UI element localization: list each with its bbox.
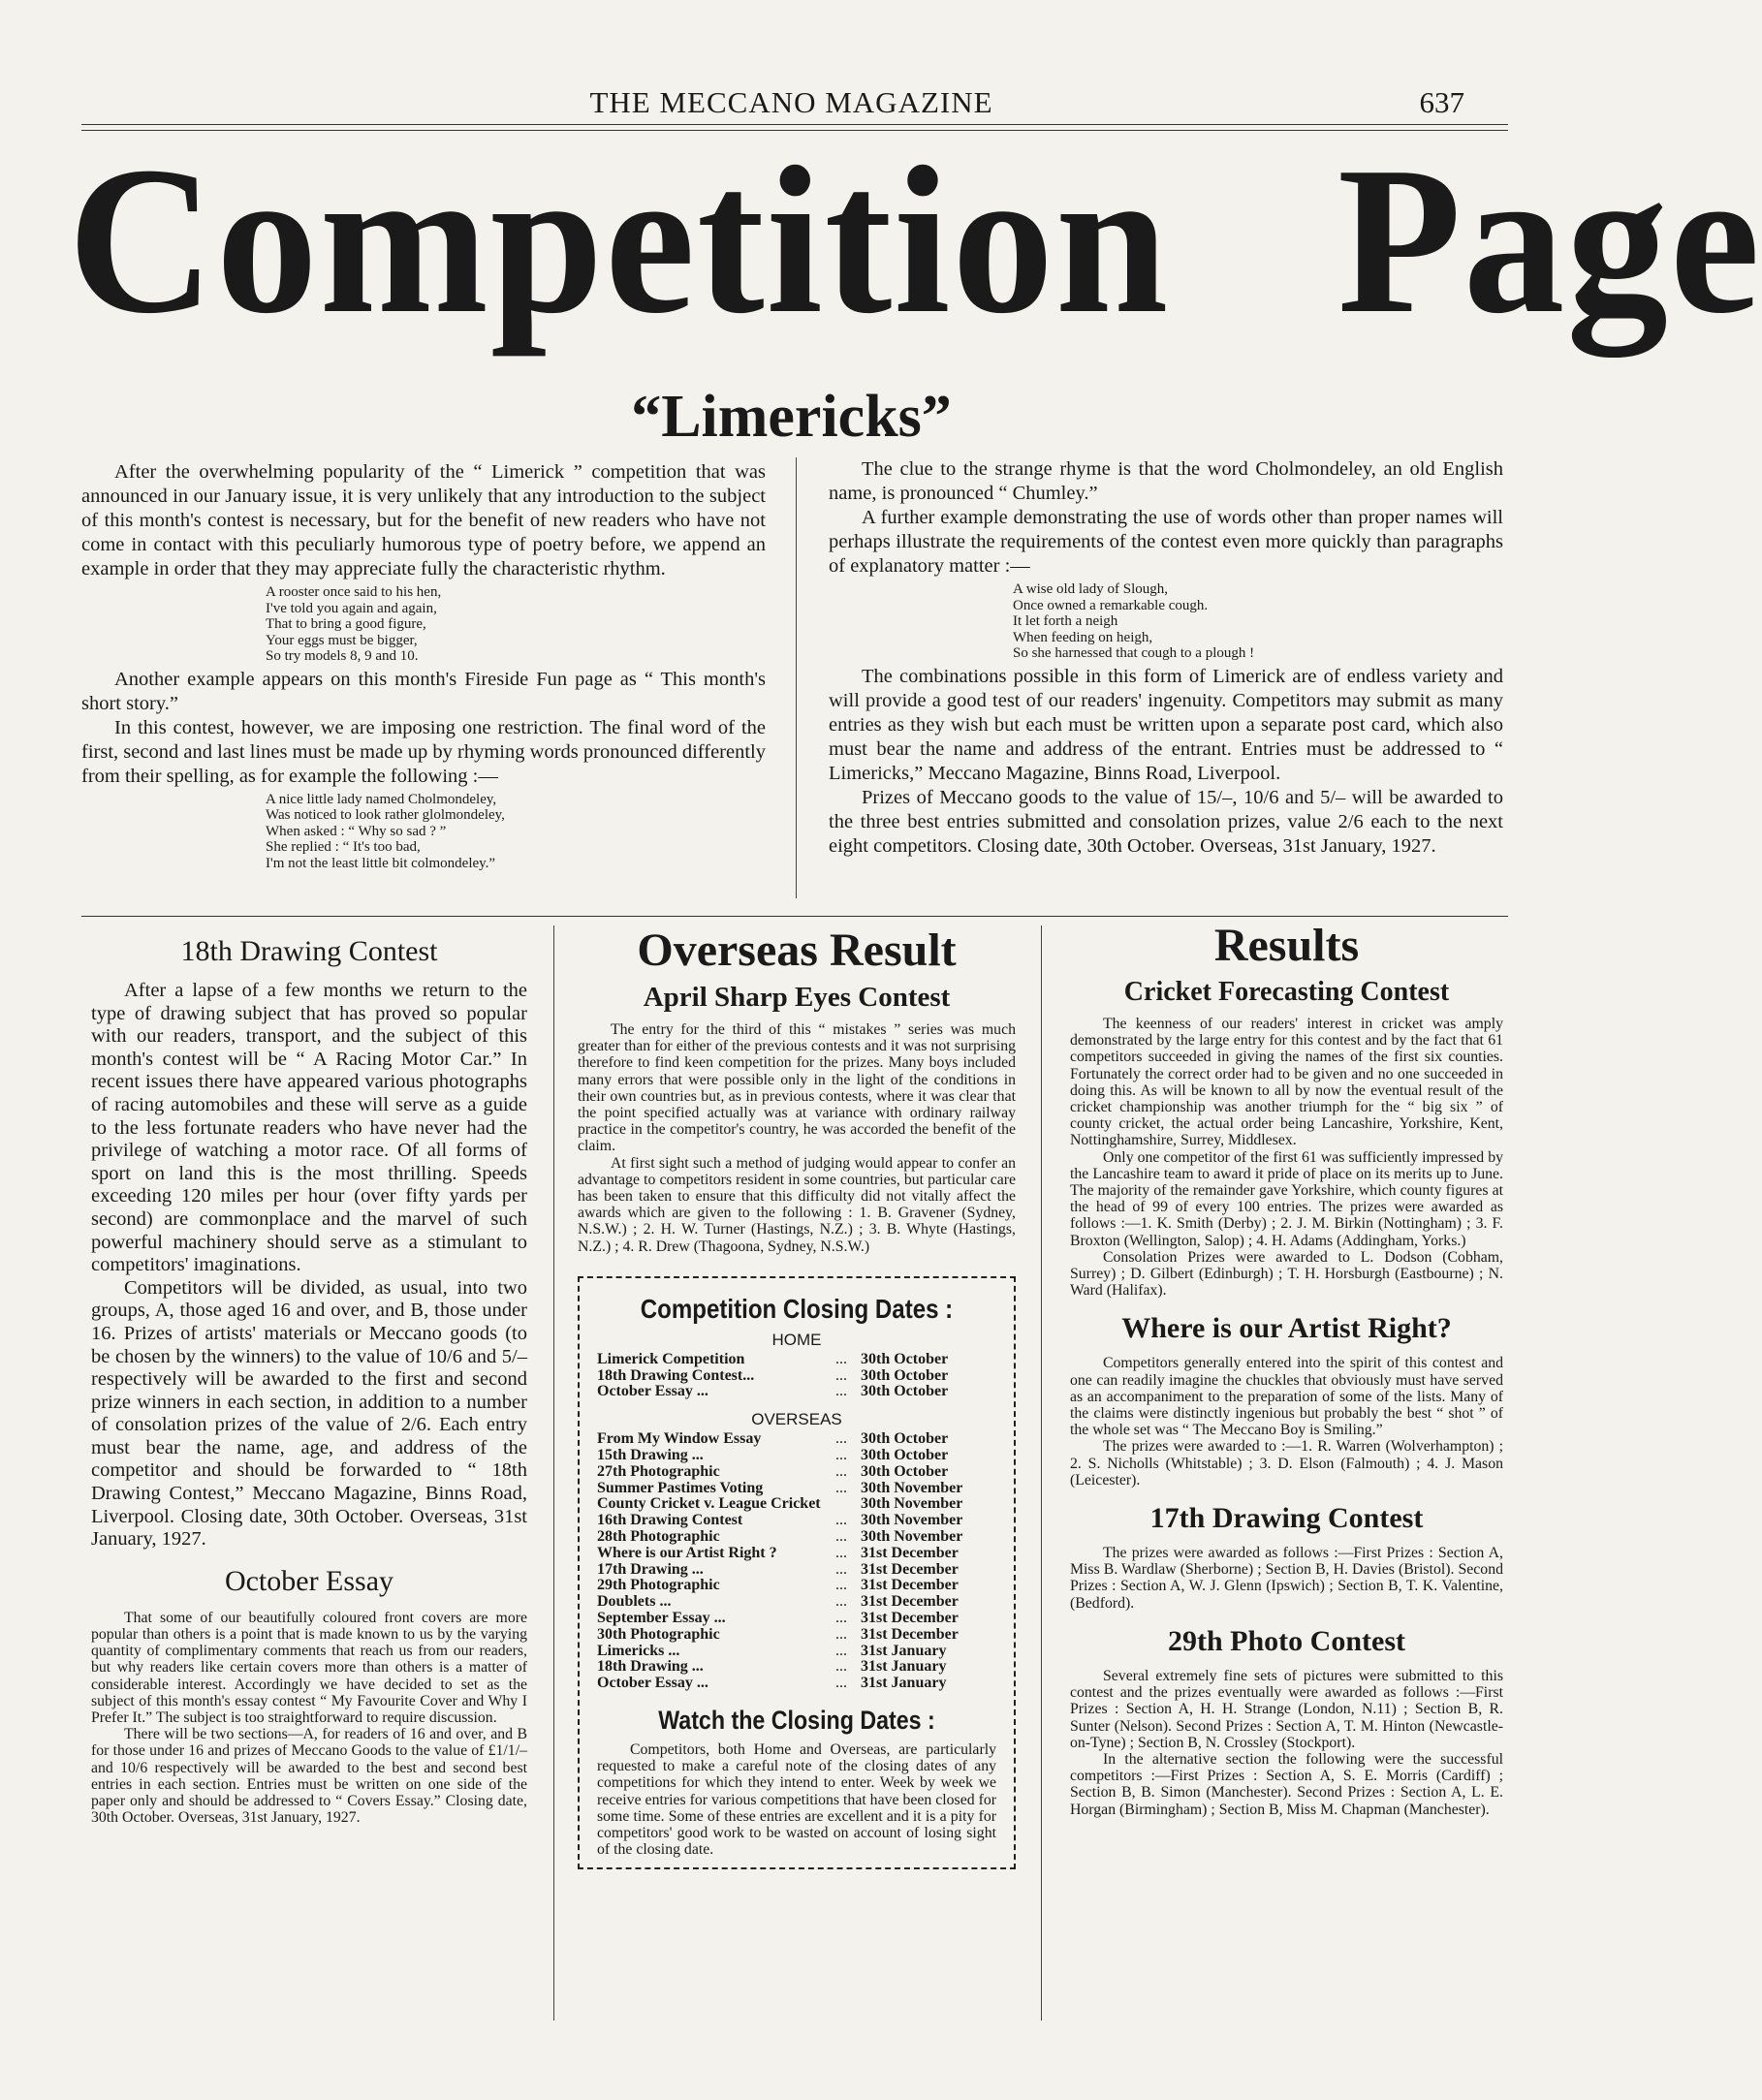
photo-29-title: 29th Photo Contest [1168, 1624, 1405, 1657]
home-closing-table [597, 1352, 996, 1400]
closing-date: 30th October [861, 1447, 949, 1464]
limericks-right-column [829, 457, 1503, 859]
lower-divider-left [553, 925, 554, 2021]
verse-line: Your eggs must be bigger, [266, 632, 418, 648]
closing-dots: ... [835, 1642, 847, 1659]
closing-dots: ... [835, 1528, 847, 1546]
october-essay-para-2: There will be two sections—A, for readers of 16 and over, and B for those under 16 and prizes of Meccano Goods to the value of £1/1/– and 10/6 respectively will be awarded to the best and second best entries in each section. Entries must be written on one side of the paper only and should be addressed to “ Covers Essay.” Closing date, 30th October. Overseas, 31st January, 1927. [91, 1726, 527, 1827]
october-essay-para-1: That some of our beautifully coloured front covers are more popular than others is a point that is made known to us by the varying quantity of complimentary comments that reach us from our readers, but why readers like certain covers more than others is a matter of considerable interest. Accordingly we have decided to set as the subject of this month's essay contest “ My Favourite Cover and Why I Prefer It.” The subject is too straightforward to require discussion. [91, 1609, 527, 1727]
artist-para-1: Competitors generally entered into the spirit of this contest and one can readily imagine the chuckles that obviously must have served as an accompaniment to the preparation of some of the lists. Many of the claims were distinctly ingenious but probably the best “ shot ” of the whole set was “ The Meccano Boy is Smiling.” [1070, 1355, 1503, 1439]
verse-line: When feeding on heigh, [1013, 629, 1153, 645]
verse-line: A rooster once said to his hen, [266, 584, 442, 600]
limericks-right-para-1: The clue to the strange rhyme is that the word Cholmondeley, an old English name, is pronounced “ Chumley.” [829, 458, 1503, 504]
closing-name: 18th Drawing ... [597, 1658, 704, 1676]
cricket-para-3: Consolation Prizes were awarded to L. Dodson (Cobham, Surrey) ; D. Gilbert (Edinburgh) ; T. H. Horsburgh (Eastbourne) ; N. Ward (Halifax). [1070, 1248, 1503, 1300]
closing-dots: ... [835, 1577, 847, 1594]
closing-dates-box [578, 1276, 1016, 1870]
closing-row [597, 1464, 996, 1481]
closing-row [597, 1546, 996, 1562]
closing-name: Where is our Artist Right ? [597, 1544, 777, 1561]
closing-date: 31st December [861, 1610, 959, 1626]
closing-name: 28th Photographic [597, 1528, 720, 1546]
closing-row [597, 1481, 996, 1497]
page-number: 637 [1419, 85, 1464, 119]
closing-date: 31st December [861, 1593, 959, 1611]
closing-name: 30th Photographic [597, 1625, 720, 1643]
cricket-para-2: Only one competitor of the first 61 was sufficiently impressed by the Lancashire team to award it pride of place on its merits up to June. The majority of the remainder gave Yorkshire, which county figures at the head of 99 of every 100 entries. The prizes were awarded as follows :—1. K. Smith (Derby) ; 2. J. M. Birkin (Nottingham) ; 3. F. Broxton (Wellington, Salop) ; 4. H. Adams (Addingham, Yorks.) [1070, 1148, 1503, 1249]
artist-para-2: The prizes were awarded to :—1. R. Warren (Wolverhampton) ; 2. S. Nicholls (Whitstable) ; 3. D. Elson (Falmouth) ; 4. J. Mason (Leicester). [1070, 1438, 1503, 1489]
limericks-para-2: Another example appears on this month's Fireside Fun page as “ This month's short story.” [81, 668, 766, 714]
home-label: HOME [771, 1330, 822, 1349]
closing-dots: ... [835, 1544, 847, 1561]
drawing-17-para: The prizes were awarded as follows :—First Prizes : Section A, Miss B. Wardlaw (Sherborne) ; Section B, H. Davies (Bristol). Second Prizes : Section A, W. J. Glenn (Ipswich) ; Section B, T. K. Valentine, (Bedford). [1070, 1545, 1503, 1612]
closing-name: 16th Drawing Contest [597, 1512, 743, 1529]
limerick-verse-3 [1013, 581, 1503, 662]
closing-dots: ... [835, 1658, 847, 1676]
verse-line: A wise old lady of Slough, [1013, 581, 1168, 597]
closing-date: 31st December [861, 1625, 959, 1643]
verse-line: I'm not the least little bit colmondeley.” [266, 855, 496, 871]
cricket-title: Cricket Forecasting Contest [1123, 977, 1450, 1007]
closing-dots: ... [835, 1462, 847, 1480]
closing-date: 30th October [861, 1383, 949, 1400]
closing-dots: ... [835, 1512, 847, 1529]
page-title [68, 124, 1762, 358]
closing-date: 30th November [861, 1495, 963, 1513]
closing-date: 30th October [861, 1350, 949, 1367]
page-title-word-1: Competition [68, 124, 1171, 358]
photo-29-para-1: Several extremely fine sets of pictures were submitted to this contest and the prizes eventually were awarded as follows :—First Prizes : Section A, H. H. Strange (London, N.11) ; Section B, R. Sunter (Nelson). Second Prizes : Section A, T. M. Hinton (Newcastle-on-Tyne) ; Section B, N. Crossley (Stockport). [1070, 1667, 1503, 1751]
closing-date: 31st December [861, 1577, 959, 1594]
limerick-verse-2 [266, 792, 766, 872]
limericks-para-3: In this contest, however, we are imposing one restriction. The final word of the first, second and last lines must be made up by rhyming words pronounced differently from their spelling, as for example the following :— [81, 716, 766, 787]
sharp-eyes-title: April Sharp Eyes Contest [643, 982, 951, 1013]
closing-date: 30th November [861, 1528, 963, 1546]
closing-date: 31st December [861, 1544, 959, 1561]
closing-dots: ... [835, 1430, 847, 1448]
lower-right-column [1070, 921, 1503, 1818]
closing-date: 31st January [861, 1642, 947, 1659]
closing-row [597, 1594, 996, 1611]
closing-row [597, 1659, 996, 1676]
overseas-result-title: Overseas Result [637, 925, 957, 976]
closing-row [597, 1627, 996, 1644]
closing-name: Doublets ... [597, 1593, 672, 1611]
overseas-para-1: The entry for the third of this “ mistakes ” series was much greater than for either of the previous contests and it was not surprising therefore to find keen competition for the prizes. Many boys included many errors that were possible only in the light of the conditions in their own countries but, as in previous contests, where it was clear that the point specified actually was at variance with ordinary railway practice in the competitor's country, he was accorded the benefit of the claim. [578, 1021, 1016, 1155]
closing-dots: ... [835, 1447, 847, 1464]
closing-row [597, 1578, 996, 1594]
closing-name: Summer Pastimes Voting [597, 1479, 764, 1496]
limericks-right-para-2: A further example demonstrating the use of words other than proper names will perhaps illustrate the requirements of the contest even more quickly than paragraphs of explanatory matter :— [829, 507, 1503, 577]
watch-closing-text: Competitors, both Home and Overseas, are particularly requested to make a careful note of the closing dates of any competitions for which they intend to enter. Week by week we receive entries for various competitions that have been closed for some time. Some of these entries are excellent and it is a pity for competitors' good work to be wasted on account of losing sight of the closing date. [597, 1740, 996, 1859]
closing-row [597, 1368, 996, 1385]
closing-name: From My Window Essay [597, 1430, 762, 1448]
lower-divider-right [1041, 925, 1042, 2021]
closing-dates-title: Competition Closing Dates : [640, 1293, 954, 1324]
drawing-18-title: 18th Drawing Contest [180, 935, 438, 967]
closing-row [597, 1529, 996, 1546]
closing-name: County Cricket v. League Cricket [597, 1495, 821, 1513]
closing-date: 30th October [861, 1462, 949, 1480]
closing-row [597, 1384, 996, 1400]
closing-row [597, 1448, 996, 1464]
overseas-para-2: At first sight such a method of judging would appear to confer an advantage to competitors resident in some countries, but particular care has been taken to ensure that this difficulty did not vitally affect the awards which are given to the following : 1. B. Gravener (Sydney, N.S.W.) ; 2. H. W. Turner (Hastings, N.Z.) ; 3. B. Whyte (Hastings, N.Z.) ; 4. R. Drew (Thagoona, Sydney, N.S.W.) [578, 1154, 1016, 1255]
closing-date: 31st January [861, 1658, 947, 1676]
verse-line: Was noticed to look rather glolmondeley, [266, 807, 505, 823]
closing-name: 29th Photographic [597, 1577, 720, 1594]
limericks-title: “Limericks” [631, 384, 952, 450]
page-title-word-2: Page [1337, 124, 1762, 358]
artist-right-title: Where is our Artist Right? [1121, 1312, 1452, 1345]
closing-dots: ... [835, 1610, 847, 1626]
closing-dots: ... [835, 1625, 847, 1643]
closing-dots: ... [835, 1593, 847, 1611]
limericks-right-para-4: Prizes of Meccano goods to the value of 15/–, 10/6 and 5/– will be awarded to the three best entries submitted and consolation prizes, value 2/6 each to the next eight competitors. Closing date, 30th October. Overseas, 31st January, 1927. [829, 786, 1503, 857]
closing-name: October Essay ... [597, 1675, 708, 1692]
verse-line: A nice little lady named Cholmondeley, [266, 791, 497, 807]
october-essay-title: October Essay [224, 1564, 394, 1597]
closing-dots: ... [835, 1479, 847, 1496]
closing-name: 18th Drawing Contest... [597, 1366, 755, 1384]
closing-dots: ... [835, 1366, 847, 1384]
lower-middle-column [578, 925, 1016, 1869]
overseas-label: OVERSEAS [751, 1410, 842, 1429]
closing-date: 30th November [861, 1479, 963, 1496]
closing-row [597, 1513, 996, 1529]
verse-line: It let forth a neigh [1013, 613, 1118, 629]
closing-name: 15th Drawing ... [597, 1447, 704, 1464]
closing-name: 17th Drawing ... [597, 1560, 704, 1578]
verse-line: When asked : “ Why so sad ? ” [266, 823, 447, 839]
closing-date: 30th November [861, 1512, 963, 1529]
closing-date: 30th October [861, 1366, 949, 1384]
cricket-para-1: The keenness of our readers' interest in cricket was amply demonstrated by the large entry for this contest and by the fact that 61 competitors succeeded in giving the names of the first six counties. Fortunately the correct order had to be given and no one succeeded in doing this. As will be known to all by now the eventual result of the cricket championship was another triumph for the “ big six ” of county cricket, the actual order being Lancashire, Yorkshire, Kent, Nottinghamshire, Surrey, Middlesex. [1070, 1016, 1503, 1149]
closing-name: Limericks ... [597, 1642, 680, 1659]
closing-dots: ... [835, 1560, 847, 1578]
drawing-17-title: 17th Drawing Contest [1149, 1502, 1424, 1535]
verse-line: She replied : “ It's too bad, [266, 839, 421, 855]
verse-line: Once owned a remarkable cough. [1013, 597, 1209, 613]
drawing-18-para-2: Competitors will be divided, as usual, into two groups, A, those aged 16 and over, and B, those under 16. Prizes of artists' materials or Meccano goods (to be chosen by the winners) to the value of 10/6 and 5/– respectively will be awarded to the first and second prize winners in each section, in addition to a number of consolation prizes of the value of 2/6. Each entry must bear the name, age, and address of the competitor and should be forwarded to “ 18th Drawing Contest,” Meccano Magazine, Binns Road, Liverpool. Closing date, 30th October. Overseas, 31st January, 1927. [91, 1276, 527, 1551]
closing-row [597, 1676, 996, 1692]
watch-closing-title: Watch the Closing Dates : [658, 1705, 935, 1735]
running-header-title: THE MECCANO MAGAZINE [589, 85, 993, 119]
limericks-intro: After the overwhelming popularity of the “ Limerick ” competition that was announced in our January issue, it is very unlikely that any introduction to the subject of this month's contest is necessary, but for the benefit of new readers who have not come in contact with this peculiarly humorous type of poetry before, we append an example in order that they may appreciate fully the characteristic rhythm. [81, 461, 766, 580]
limericks-column-divider [796, 457, 797, 898]
limericks-right-para-3: The combinations possible in this form of Limerick are of endless variety and will provide a good test of our readers' ingenuity. Competitors may submit as many entries as they wish but each must be written upon a separate post card, which also must bear the name and address of the entrant. Entries must be addressed to “ Limericks,” Meccano Magazine, Binns Road, Liverpool. [829, 665, 1503, 784]
closing-date: 31st January [861, 1675, 947, 1692]
overseas-closing-table [597, 1431, 996, 1692]
results-title: Results [1213, 920, 1360, 971]
closing-name: September Essay ... [597, 1610, 726, 1626]
closing-row [597, 1496, 996, 1513]
closing-row [597, 1644, 996, 1660]
lower-left-column [91, 935, 527, 1826]
verse-line: So she harnessed that cough to a plough ! [1013, 645, 1255, 661]
verse-line: So try models 8, 9 and 10. [266, 648, 419, 664]
closing-date: 31st December [861, 1560, 959, 1578]
closing-dots [822, 1496, 861, 1513]
verse-line: That to bring a good figure, [266, 616, 426, 632]
closing-row [597, 1611, 996, 1627]
closing-date: 30th October [861, 1430, 949, 1448]
section-rule [81, 916, 1508, 917]
limericks-left-column [81, 460, 766, 874]
closing-dots: ... [835, 1675, 847, 1692]
closing-row [597, 1562, 996, 1579]
drawing-18-para-1: After a lapse of a few months we return to the type of drawing subject that has proved so popular with our readers, transport, and the subject of this month's contest will be “ A Racing Motor Car.” In recent issues there have appeared various photographs of racing automobiles and these will serve as a guide to the less fortunate readers who have never had the privilege of watching a motor race. Of all forms of sport on land this is the most thrilling. Speeds exceeding 120 miles per hour (over fifty yards per second) are commonplace and the marvel of such powerful machinery should serve as a stimulant to competitors' imaginations. [91, 980, 527, 1276]
closing-name: Limerick Competition [597, 1350, 745, 1367]
closing-name: 27th Photographic [597, 1462, 720, 1480]
closing-dots: ... [835, 1350, 847, 1367]
limerick-verse-1 [266, 584, 766, 665]
closing-dots: ... [835, 1383, 847, 1400]
closing-name: October Essay ... [597, 1383, 708, 1400]
closing-row [597, 1431, 996, 1448]
photo-29-para-2: In the alternative section the following were the successful competitors :—First Prizes : Section A, S. E. Morris (Cardiff) ; Section B, B. Simon (Manchester). Second Prizes : Section A, L. E. Horgan (Birmingham) ; Section B, Miss M. Chapman (Manchester). [1070, 1750, 1503, 1818]
closing-row [597, 1352, 996, 1368]
verse-line: I've told you again and again, [266, 600, 437, 616]
